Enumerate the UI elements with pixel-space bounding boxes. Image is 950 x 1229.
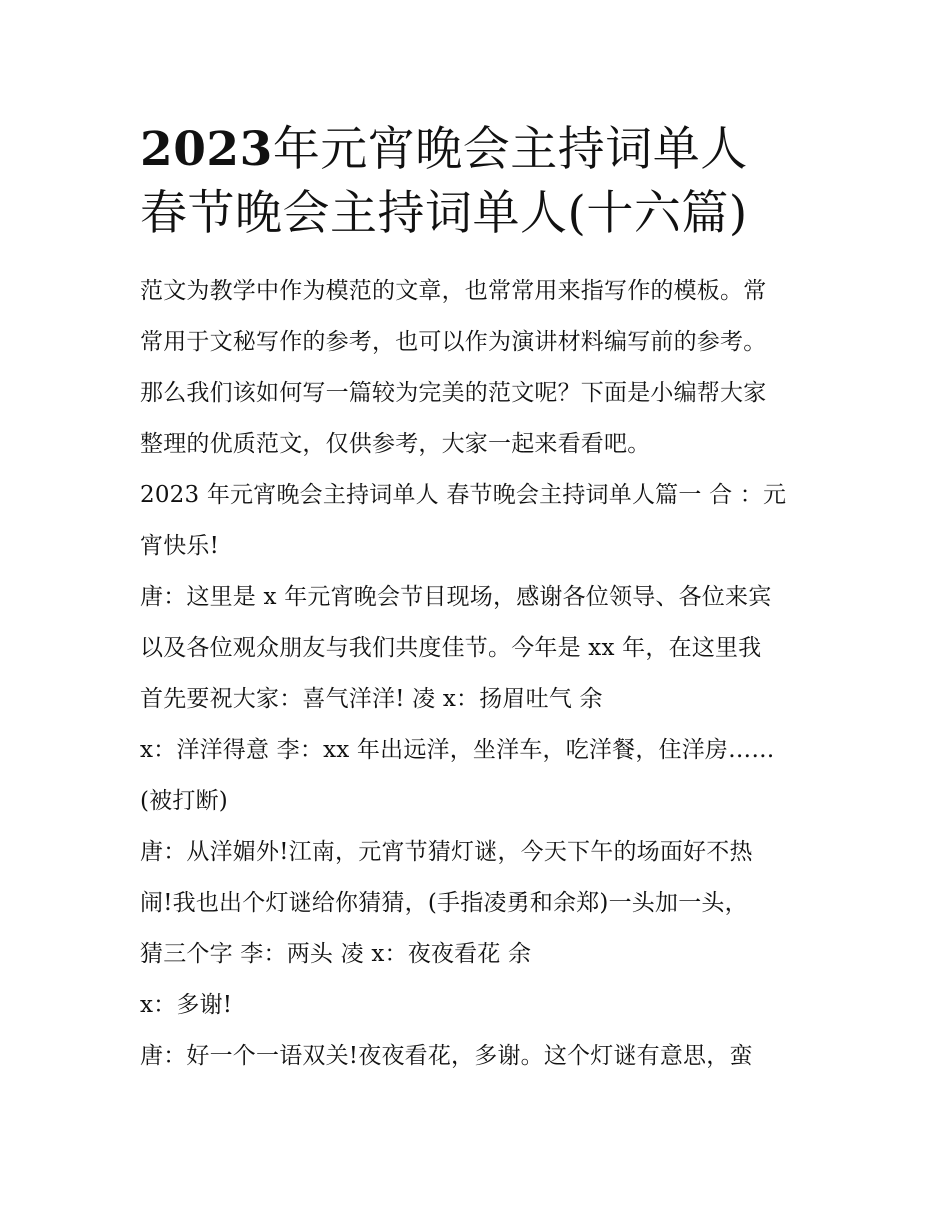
paragraph-section-heading <box>140 470 815 572</box>
title-line-2: 春节晚会主持词单人(十六篇) <box>140 186 748 241</box>
paragraph-dialogue <box>140 725 815 827</box>
text-line: 唐：这里是 x 年元宵晚会节目现场，感谢各位领导、各位来宾 <box>140 584 772 610</box>
text-line: 唐：从洋媚外!江南，元宵节猜灯谜，今天下午的场面好不热 <box>140 839 753 865</box>
text-line: 闹!我也出个灯谜给你猜猜，(手指凌勇和余郑)一头加一头， <box>140 890 748 916</box>
text-line: 宵快乐! <box>140 533 220 559</box>
text-line: (被打断) <box>140 788 228 814</box>
paragraph-dialogue <box>140 572 815 725</box>
text-line: 整理的优质范文，仅供参考，大家一起来看看吧。 <box>140 431 651 457</box>
paragraph-dialogue <box>140 1031 815 1082</box>
document-page <box>140 118 815 1082</box>
document-title <box>140 118 815 246</box>
text-line: x：多谢! <box>140 992 233 1018</box>
title-line-1 <box>140 118 815 182</box>
text-line: 猜三个字 李：两头 凌 x：夜夜看花 余 <box>140 941 532 967</box>
text-line: 唐：好一个一语双关!夜夜看花，多谢。这个灯谜有意思，蛮 <box>140 1043 753 1069</box>
text-line: 以及各位观众朋友与我们共度佳节。今年是 xx 年，在这里我 <box>140 635 762 661</box>
paragraph-dialogue <box>140 827 815 980</box>
text-line: 那么我们该如何写一篇较为完美的范文呢？下面是小编帮大家 <box>140 380 767 406</box>
paragraph-intro <box>140 266 815 470</box>
text-line: 首先要祝大家：喜气洋洋! 凌 x：扬眉吐气 余 <box>140 686 603 712</box>
document-body <box>140 266 815 1082</box>
title-year: 2023 <box>140 122 273 177</box>
title-line-1-text: 年元宵晚会主持词单人 <box>272 122 748 177</box>
text-line: x：洋洋得意 李：xx 年出远洋，坐洋车，吃洋餐，住洋房…… <box>140 737 775 763</box>
text-line: 2023 年元宵晚会主持词单人 春节晚会主持词单人篇一 合 ：元 <box>140 482 787 508</box>
paragraph-dialogue <box>140 980 815 1031</box>
text-line: 范文为教学中作为模范的文章，也常常用来指写作的模板。常 <box>140 278 767 304</box>
text-line: 常用于文秘写作的参考，也可以作为演讲材料编写前的参考。 <box>140 329 767 355</box>
